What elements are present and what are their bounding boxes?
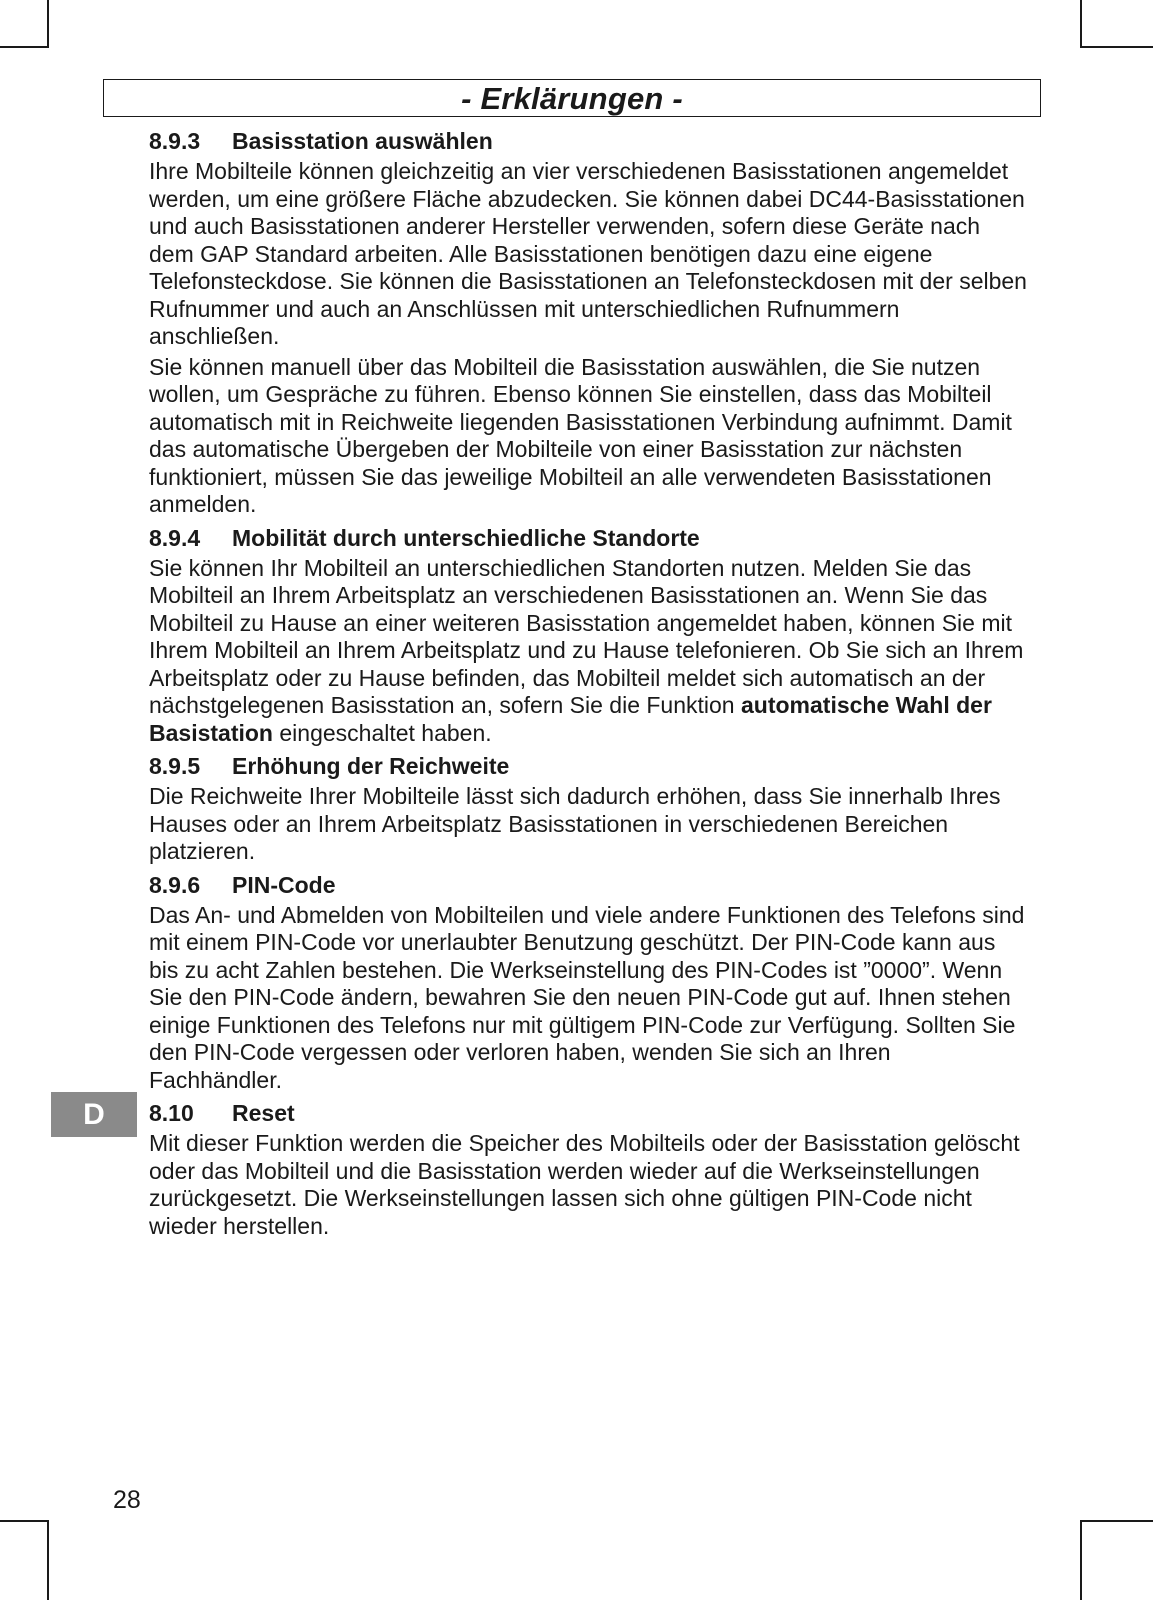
- crop-mark-top-left-v: [47, 0, 49, 48]
- section-title: PIN-Code: [232, 871, 336, 898]
- crop-mark-bottom-left-h: [0, 1520, 49, 1522]
- page-content: [149, 125, 1029, 1243]
- paragraph: Das An- und Abmelden von Mobilteilen und viele andere Funktionen des Telefons sind mit einem PIN-Code vor unerlaubter Benutzung geschützt. Der PIN-Code kann aus bis zu acht Zahlen bestehen. Die Werkseinstellung des PIN-Codes ist ”0000”. Wenn Sie den PIN-Code ändern, bewahren Sie den neuen PIN-Code gut auf. Ihnen stehen einige Funktionen des Telefons nur mit gültigem PIN-Code zur Verfügung. Sollten Sie den PIN-Code vergessen oder verloren haben, wenden Sie sich an Ihren Fachhändler.: [149, 901, 1025, 1093]
- section-heading-8-9-3: [149, 125, 1029, 157]
- section-number: 8.9.6: [149, 871, 201, 898]
- paragraph-text: Sie können Ihr Mobilteil an unterschiedlichen Standorten nutzen. Melden Sie das Mobilteil an Ihrem Arbeitsplatz an verschiedenen Basisstationen an. Wenn Sie das Mobilteil zu Hause an einer weiteren Basisstation angemeldet haben, können Sie mit Ihrem Mobilteil an Ihrem Arbeitsplatz und zu Hause telefonieren. Ob Sie sich an Ihrem Arbeitsplatz oder zu Hause befinden, das Mobilteil meldet sich automatisch an der nächstgelegenen Basisstation an, sofern Sie die Funktion: [149, 554, 1024, 718]
- section-heading-8-9-6: [149, 869, 1029, 901]
- crop-mark-top-left-h: [0, 46, 49, 48]
- section-title: Erhöhung der Reichweite: [232, 753, 510, 779]
- paragraph: Sie können manuell über das Mobilteil die Basisstation auswählen, die Sie nutzen wollen, um Gespräche zu führen. Ebenso können Sie einstellen, dass das Mobilteil automatisch mit in Reichweite liegenden Basisstationen Verbindung aufnimmt. Damit das automatische Übergeben der Mobilteile von einer Basisstation zur nächsten funktioniert, müssen Sie das jeweilige Mobilteil an alle verwendeten Basisstationen anmelden.: [149, 353, 1012, 517]
- crop-mark-bottom-right-v: [1080, 1520, 1082, 1600]
- chapter-title: - Erklärungen -: [461, 80, 683, 116]
- paragraph-text: eingeschaltet haben.: [272, 719, 492, 746]
- paragraph: [149, 555, 1029, 748]
- paragraph: Ihre Mobilteile können gleichzeitig an vier verschiedenen Basisstationen angemeldet werden, um eine größere Fläche abzudecken. Sie können dabei DC44-Basisstationen und auch Basisstationen anderer Hersteller verwenden, sofern diese Geräte nach dem GAP Standard arbeiten. Alle Basisstationen benötigen dazu eine eigene Telefonsteckdose. Sie können die Basisstationen an Telefonsteckdosen mit der selben Rufnummer und auch an Anschlüssen mit unterschiedlichen Rufnummern anschließen.: [149, 158, 1027, 349]
- section-heading-8-9-4: [149, 522, 1029, 554]
- section-heading-8-9-5: [149, 750, 1029, 782]
- section-title: Reset: [232, 1100, 295, 1126]
- section-title: Basisstation auswählen: [232, 128, 493, 154]
- crop-mark-top-right-v: [1080, 0, 1082, 48]
- paragraph: Die Reichweite Ihrer Mobilteile lässt sich dadurch erhöhen, dass Sie innerhalb Ihres Hauses oder an Ihrem Arbeitsplatz Basisstationen in verschiedenen Bereichen platzieren.: [149, 783, 1001, 864]
- section-number: 8.9.5: [149, 753, 201, 779]
- page-number: 28: [113, 1486, 141, 1514]
- section-number: 8.10: [149, 1100, 194, 1126]
- crop-mark-top-right-h: [1080, 46, 1153, 48]
- section-title: Mobilität durch unterschiedliche Standorte: [232, 524, 700, 551]
- crop-mark-bottom-left-v: [47, 1520, 49, 1600]
- section-heading-8-10: [149, 1097, 1029, 1129]
- paragraph-emphasis: automatische Wahl der Basistation: [149, 692, 992, 746]
- paragraph: Mit dieser Funktion werden die Speicher des Mobilteils oder der Basisstation gelöscht oder das Mobilteil und die Basisstation werden wieder auf die Werkseinstellungen zurückgesetzt. Die Werkseinstellungen lassen sich ohne gültigen PIN-Code nicht wieder herstellen.: [149, 1130, 1020, 1239]
- language-tab: D: [51, 1092, 137, 1137]
- section-number: 8.9.3: [149, 128, 201, 154]
- chapter-header: [103, 79, 1041, 117]
- section-number: 8.9.4: [149, 524, 201, 551]
- crop-mark-bottom-right-h: [1080, 1520, 1153, 1522]
